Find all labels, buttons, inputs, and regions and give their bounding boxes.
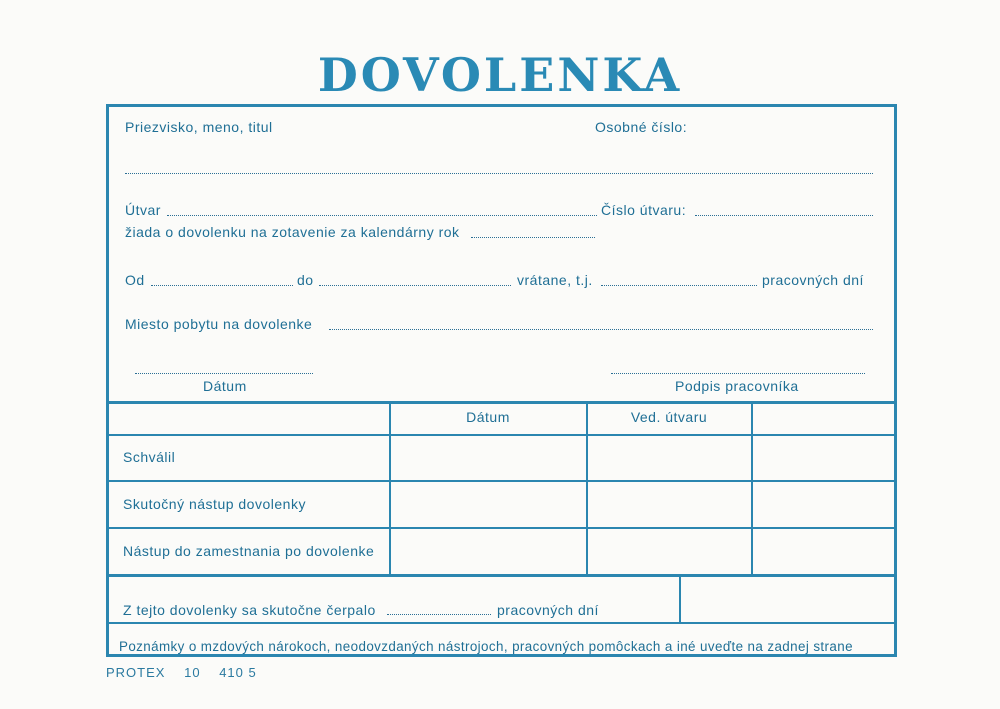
name-field[interactable]: [125, 173, 873, 174]
unit-number-field[interactable]: [695, 215, 873, 216]
working-days-label: pracovných dní: [762, 272, 864, 288]
section-divider: [109, 574, 894, 577]
date-label: Dátum: [203, 378, 247, 394]
days-used-label: Z tejto dovolenky sa skutočne čerpalo: [123, 602, 376, 618]
name-label: Priezvisko, meno, titul: [125, 119, 273, 135]
to-label: do: [297, 272, 314, 288]
form-code: [106, 665, 271, 680]
days-used-field[interactable]: [387, 614, 491, 615]
unit-field[interactable]: [167, 215, 597, 216]
unit-label: Útvar: [125, 202, 161, 218]
signature-field[interactable]: [611, 373, 865, 374]
summary-divider: [679, 574, 681, 623]
from-label: Od: [125, 272, 145, 288]
signature-label: Podpis pracovníka: [675, 378, 799, 394]
table-column-divider: [586, 401, 588, 576]
table-header-date: Dátum: [466, 409, 510, 425]
days-count-field[interactable]: [601, 285, 757, 286]
form-code-part1: 10: [184, 665, 201, 680]
form-code-part2: 410 5: [219, 665, 257, 680]
calendar-year-field[interactable]: [471, 237, 595, 238]
from-date-field[interactable]: [151, 285, 293, 286]
row-return-label: Nástup do zamestnania po dovolenke: [123, 543, 375, 559]
personal-number-label: Osobné číslo:: [595, 119, 688, 135]
notes-divider: [109, 622, 894, 624]
leave-request-form: [106, 104, 897, 657]
form-title: DOVOLENKA: [317, 48, 683, 102]
table-column-divider: [389, 401, 391, 576]
section-divider: [109, 401, 894, 404]
including-label: vrátane, t.j.: [517, 272, 593, 288]
date-field[interactable]: [135, 373, 313, 374]
row-approved-label: Schválil: [123, 449, 176, 465]
row-actual-start-label: Skutočný nástup dovolenky: [123, 496, 306, 512]
table-header-divider: [109, 434, 894, 436]
table-column-divider: [751, 401, 753, 576]
table-header-manager: Ved. útvaru: [630, 409, 708, 425]
stay-label: Miesto pobytu na dovolenke: [125, 316, 313, 332]
table-row-divider: [109, 527, 894, 529]
table-row-divider: [109, 480, 894, 482]
stay-location-field[interactable]: [329, 329, 873, 330]
days-used-unit: pracovných dní: [497, 602, 599, 618]
publisher-name: PROTEX: [106, 665, 166, 680]
to-date-field[interactable]: [319, 285, 511, 286]
request-text: žiada o dovolenku na zotavenie za kalendárny rok: [125, 224, 460, 240]
unit-number-label: Číslo útvaru:: [601, 202, 687, 218]
notes-text: Poznámky o mzdových nárokoch, neodovzdaných nástrojoch, pracovných pomôckach a iné uveďte na zadnej strane: [119, 639, 853, 654]
